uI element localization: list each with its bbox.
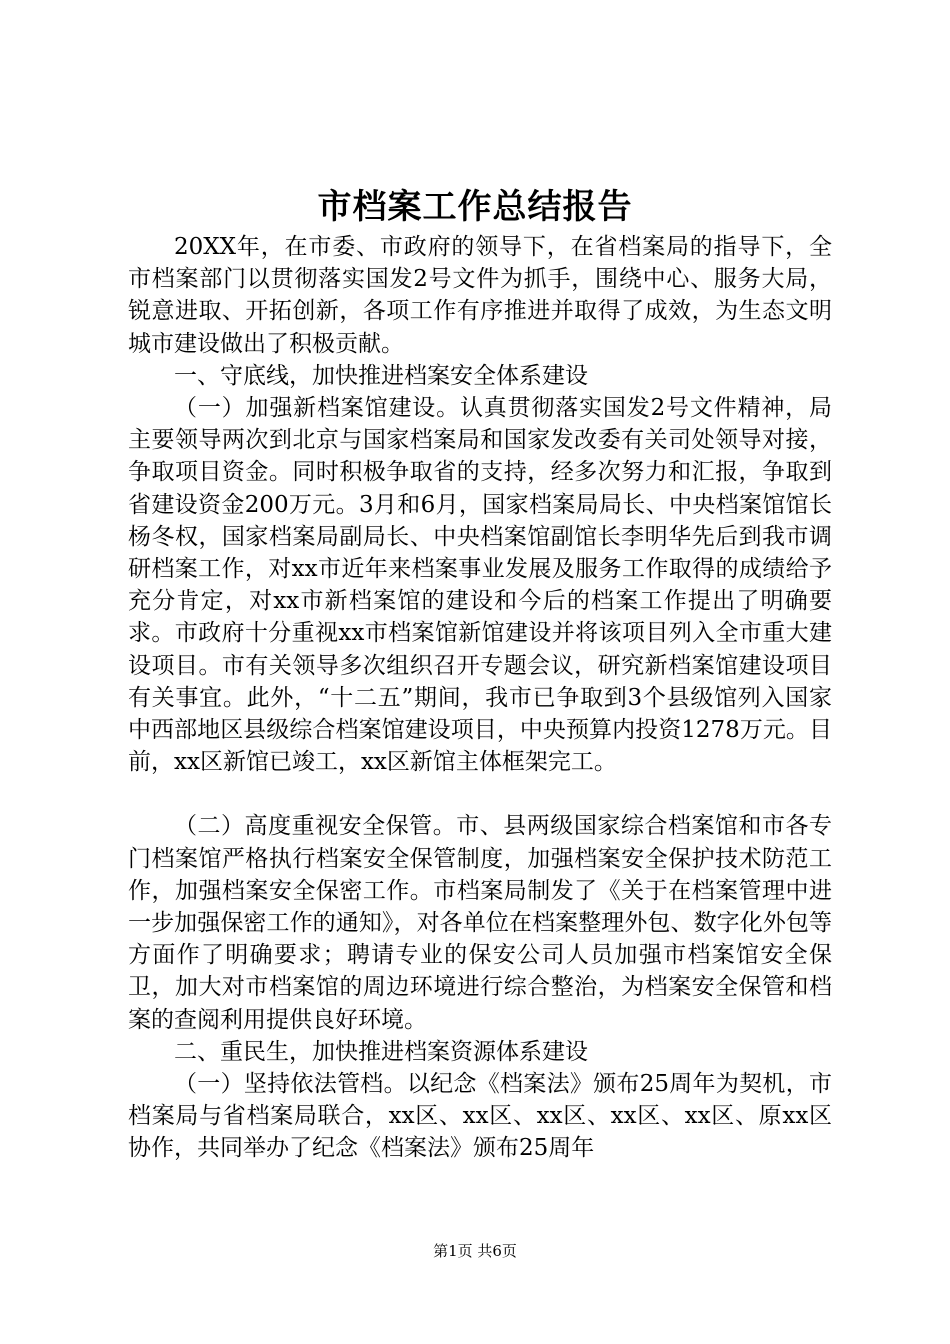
document-body <box>128 231 832 1165</box>
subsection-paragraph-1-2: （二）高度重视安全保管。市、县两级国家综合档案馆和市各专门档案馆严格执行档案安全保管制度，加强档案安全保护技术防范工作，加强档案安全保密工作。市档案局制发了《关于在档案管理中进一步加强保密工作的通知》，对各单位在档案整理外包、数字化外包等方面作了明确要求；聘请专业的保安公司人员加强市档案馆安全保卫，加大对市档案馆的周边环境进行综合整治，为档案安全保管和档案的查阅利用提供良好环境。 <box>128 813 832 1033</box>
page-footer: 第1页 共6页 <box>433 1242 517 1260</box>
subsection-paragraph-2-1: （一）坚持依法管档。以纪念《档案法》颁布25周年为契机，市档案局与省档案局联合，xx区、xx区、xx区、xx区、xx区、原xx区协作，共同举办了纪念《档案法》颁布25周年 <box>128 1071 832 1162</box>
document-title: 市档案工作总结报告 <box>317 187 633 227</box>
section-heading-2: 二、重民生，加快推进档案资源体系建设 <box>174 1038 588 1065</box>
subsection-paragraph-1-1: （一）加强新档案馆建设。认真贯彻落实国发2号文件精神，局主要领导两次到北京与国家档案局和国家发改委有关司处领导对接，争取项目资金。同时积极争取省的支持，经多次努力和汇报，争取到省建设资金200万元。3月和6月，国家档案局局长、中央档案馆馆长杨冬权，国家档案局副局长、中央档案馆副馆长李明华先后到我市调研档案工作，对xx市近年来档案事业发展及服务工作取得的成绩给予充分肯定，对xx市新档案馆的建设和今后的档案工作提出了明确要求。市政府十分重视xx市档案馆新馆建设并将该项目列入全市重大建设项目。市有关领导多次组织召开专题会议，研究新档案馆建设项目有关事宜。此外，“十二五”期间，我市已争取到3个县级馆列入国家中西部地区县级综合档案馆建设项目，中央预算内投资1278万元。目前，xx区新馆已竣工，xx区新馆主体框架完工。 <box>128 395 832 776</box>
section-heading-1: 一、守底线，加快推进档案安全体系建设 <box>174 362 588 389</box>
intro-paragraph: 20XX年，在市委、市政府的领导下，在省档案局的指导下，全市档案部门以贯彻落实国发2号文件为抓手，围绕中心、服务大局，锐意进取、开拓创新，各项工作有序推进并取得了成效，为生态文明城市建设做出了积极贡献。 <box>128 234 832 357</box>
paragraph-gap <box>128 778 832 810</box>
